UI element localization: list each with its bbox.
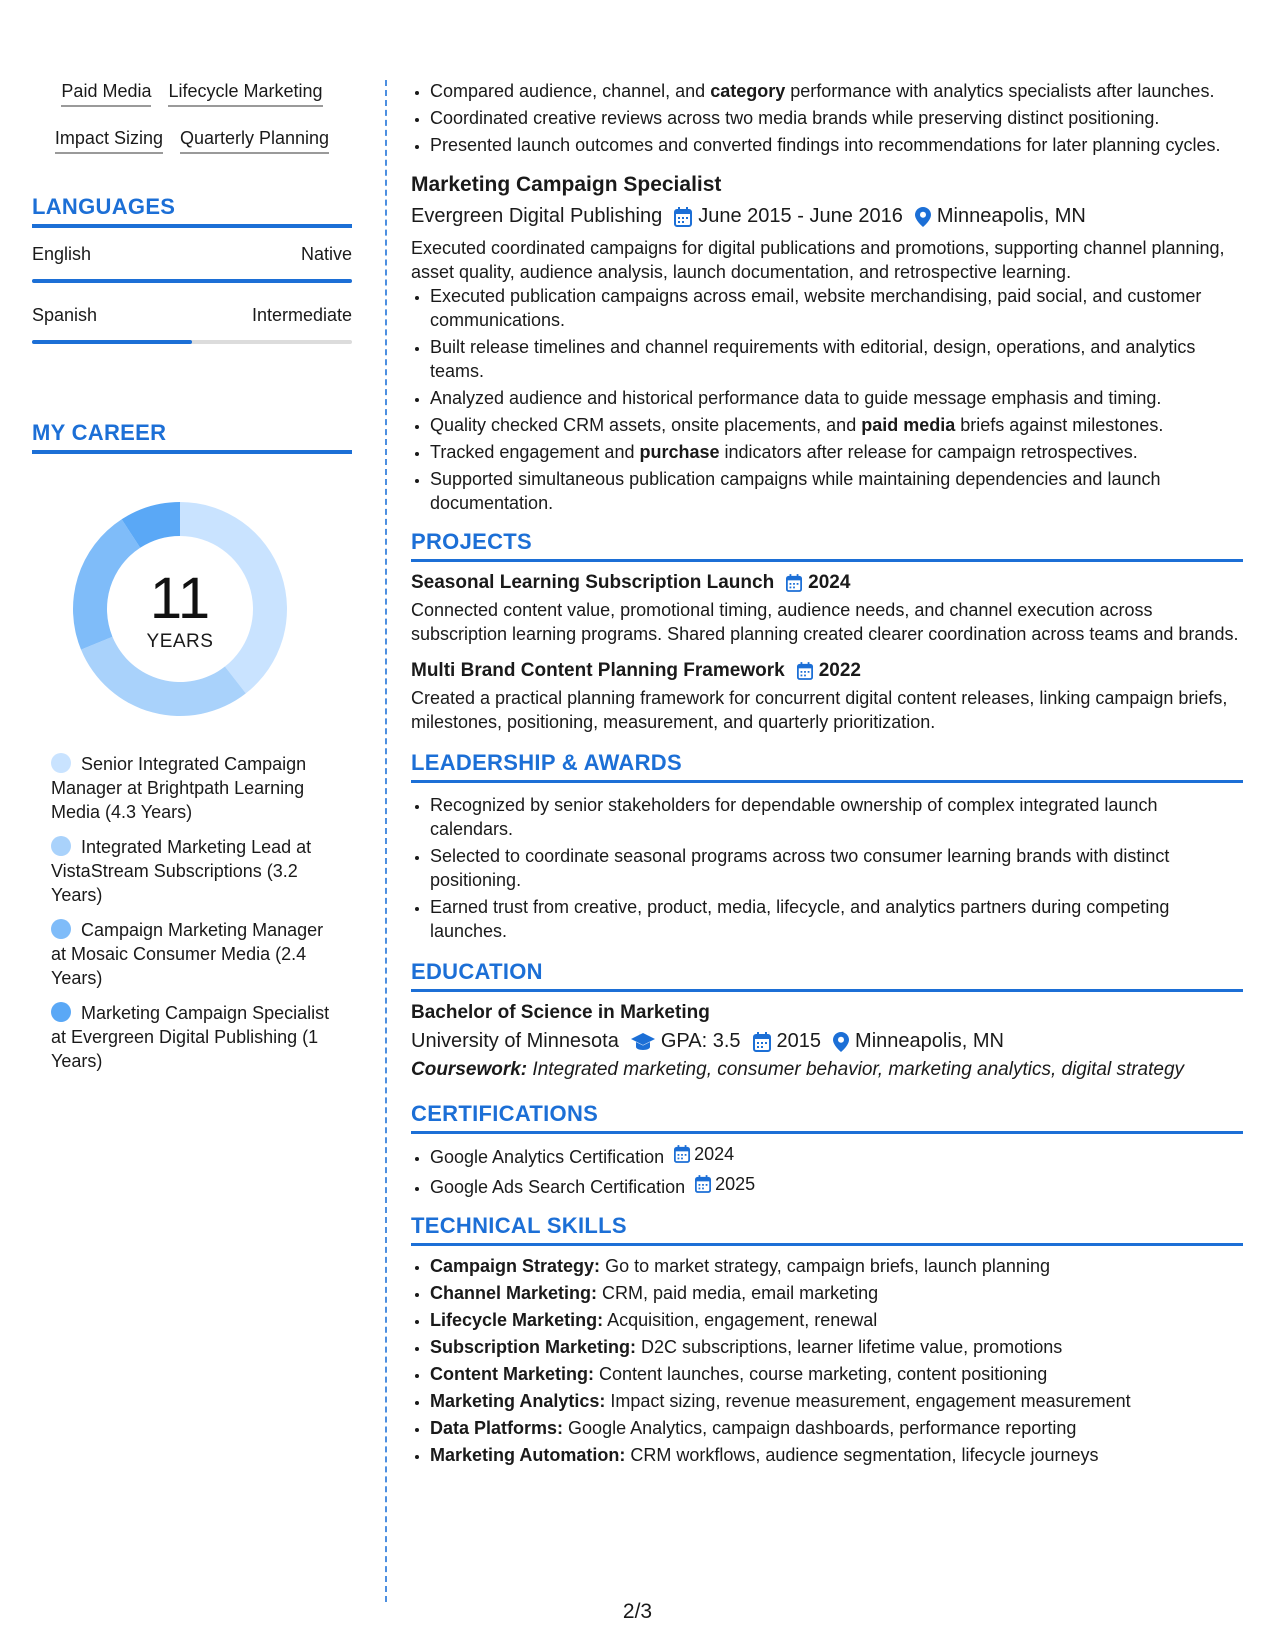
career-legend [51,752,331,1073]
donut-center [65,494,295,724]
skill-values: D2C subscriptions, learner lifetime value, promotions [641,1337,1063,1357]
skill-category: Campaign Strategy: [430,1256,601,1276]
school-name: University of Minnesota [411,1030,619,1052]
skill-values: CRM workflows, audience segmentation, lifecycle journeys [630,1445,1099,1465]
language-proficiency-fill [32,340,192,344]
previous-job-bullets [411,79,1243,157]
calendar-icon [674,207,692,227]
skill-category: Lifecycle Marketing: [430,1310,604,1330]
language-proficiency-bar [32,279,352,283]
bullet-text: Supported simultaneous publication campaigns while maintaining dependencies and launch documentation. [430,469,1161,513]
bullet-text: Tracked engagement and [430,442,640,462]
job-location: Minneapolis, MN [936,205,1086,227]
career-donut-chart [65,494,295,724]
skill-values: Impact sizing, revenue measurement, engagement measurement [610,1391,1131,1411]
leadership-item: • Selected to coordinate seasonal programs across two consumer learning brands with distinct positioning. [430,844,1243,892]
project-name: Multi Brand Content Planning Framework [411,660,785,681]
column-divider [385,80,387,1602]
language-name: English [32,244,92,264]
leadership-bullets [411,793,1243,943]
coursework-text: Integrated marketing, consumer behavior, marketing analytics, digital strategy [532,1059,1185,1080]
graduation-cap-icon [631,1033,655,1051]
bullet-emphasis: paid media [861,415,956,435]
bullet-text: indicators after release for campaign retrospectives. [719,442,1138,462]
bullet-item [430,106,1243,130]
location-pin-icon [833,1032,849,1052]
career-legend-item [51,752,331,824]
bullet-item [430,467,1243,515]
bullet-item [430,133,1243,157]
legend-dot [51,919,71,939]
certification-item [430,1172,1243,1199]
project-item [411,572,1243,646]
legend-label: Campaign Marketing Manager at Mosaic Consumer Media (2.4 Years) [51,920,324,988]
education-location: Minneapolis, MN [855,1030,1004,1052]
leadership-item: • Earned trust from creative, product, media, lifecycle, and analytics partners during competing launches. [430,895,1243,943]
technical-skill-item [430,1389,1243,1413]
education-heading: EDUCATION [411,959,1243,992]
career-legend-item [51,835,331,907]
language-item [32,305,352,344]
education-meta [411,1030,1243,1053]
legend-label: Integrated Marketing Lead at VistaStream Subscriptions (3.2 Years) [51,837,312,905]
career-heading: MY CAREER [32,420,352,454]
certifications-list [411,1142,1243,1199]
skill-tag: Quarterly Planning [180,127,329,154]
leadership-heading: LEADERSHIP & AWARDS [411,750,1243,783]
legend-label: Senior Integrated Campaign Manager at Brightpath Learning Media (4.3 Years) [51,754,307,822]
technical-skill-item [430,1416,1243,1440]
technical-skill-item [430,1362,1243,1386]
language-level: Native [300,244,352,264]
skill-tags [32,80,352,154]
career-legend-item [51,1001,331,1073]
skill-category: Marketing Analytics: [430,1391,606,1411]
bullet-text: Coordinated creative reviews across two media brands while preserving distinct positioning. [430,108,1160,128]
project-title [411,660,1243,682]
project-year: 2022 [818,660,861,681]
languages-heading: LANGUAGES [32,194,352,228]
skill-values: Acquisition, engagement, renewal [607,1310,878,1330]
calendar-icon [786,574,802,592]
job-bullets [411,284,1243,515]
technical-skill-item [430,1281,1243,1305]
skill-tag: Paid Media [61,80,151,107]
project-description: Created a practical planning framework for concurrent digital content releases, linking campaign briefs, milestones, positioning, measurement, and quarterly prioritization. [411,688,1228,732]
language-name: Spanish [32,305,98,325]
career-total-years: 11 [149,566,211,631]
bullet-emphasis: purchase [639,442,720,462]
certification-name: Google Ads Search Certification [430,1177,686,1197]
projects-list [411,572,1243,734]
bullet-text: performance with analytics specialists after launches. [785,81,1215,101]
technical-skill-item [430,1254,1243,1278]
education-degree [411,1002,1243,1024]
calendar-icon [674,1145,690,1163]
technical-skill-item [430,1443,1243,1467]
bullet-item [430,386,1243,410]
technical-skill-item [430,1335,1243,1359]
bullet-item [430,335,1243,383]
technical-skills-heading: TECHNICAL SKILLS [411,1213,1243,1246]
right-column [411,80,1243,1470]
certification-name: Google Analytics Certification [430,1147,665,1167]
certification-year: 2024 [694,1144,735,1164]
project-description: Connected content value, promotional timing, audience needs, and channel execution across subscription learning programs. Shared planning created clearer coordination across teams and brands. [411,600,1239,644]
language-item [32,244,352,283]
bullet-text: Presented launch outcomes and converted findings into recommendations for later planning cycles. [430,135,1221,155]
page-number: 2/3 [622,1600,653,1623]
technical-skills-list [411,1254,1243,1467]
language-proficiency-fill [32,279,352,283]
projects-heading: PROJECTS [411,529,1243,562]
bullet-text: Analyzed audience and historical performance data to guide message emphasis and timing. [430,388,1162,408]
calendar-icon [753,1032,771,1052]
graduation-year: 2015 [776,1030,822,1052]
skill-tag: Impact Sizing [55,127,163,154]
legend-dot [51,753,71,773]
skill-category: Content Marketing: [430,1364,594,1384]
project-name: Seasonal Learning Subscription Launch [411,572,775,593]
certification-date [674,1142,734,1166]
project-year: 2024 [808,572,851,593]
job-summary: Executed coordinated campaigns for digital publications and promotions, supporting channel planning, asset quality, audience analysis, launch documentation, and retrospective learning. [411,238,1225,282]
bullet-item [430,79,1243,103]
calendar-icon [797,662,813,680]
languages-section [32,194,352,344]
leadership-item: • Recognized by senior stakeholders for dependable ownership of complex integrated launch calendars. [430,793,1243,841]
skill-values: Google Analytics, campaign dashboards, performance reporting [568,1418,1077,1438]
certification-item [430,1142,1243,1169]
job-dates: June 2015 - June 2016 [698,205,903,227]
job-meta [411,205,1243,228]
career-section [32,420,352,1073]
skill-category: Marketing Automation: [430,1445,626,1465]
gpa: GPA: 3.5 [660,1030,741,1052]
skill-values: CRM, paid media, email marketing [602,1283,879,1303]
legend-label: Marketing Campaign Specialist at Evergreen Digital Publishing (1 Years) [51,1003,330,1071]
language-level: Intermediate [251,305,352,325]
certifications-heading: CERTIFICATIONS [411,1101,1243,1134]
legend-dot [51,1002,71,1022]
technical-skill-item [430,1308,1243,1332]
skill-values: Content launches, course marketing, content positioning [599,1364,1048,1384]
bullet-emphasis: category [710,81,786,101]
job-title: Marketing Campaign Specialist [411,173,722,196]
skill-tag: Lifecycle Marketing [168,80,322,107]
job-company: Evergreen Digital Publishing [411,205,663,227]
skill-category: Channel Marketing: [430,1283,598,1303]
project-title [411,572,1243,594]
legend-dot [51,836,71,856]
coursework-label: Coursework: [411,1059,528,1080]
bullet-text: Built release timelines and channel requirements with editorial, design, operations, and analytics teams. [430,337,1196,381]
bullet-item [430,413,1243,437]
bullet-text: briefs against milestones. [955,415,1164,435]
calendar-icon [695,1175,711,1193]
coursework [411,1059,1243,1081]
skill-category: Subscription Marketing: [430,1337,637,1357]
project-item [411,660,1243,734]
degree-text: Bachelor of Science in Marketing [411,1002,710,1023]
bullet-item [430,440,1243,464]
left-column [32,80,352,1084]
career-legend-item [51,918,331,990]
bullet-item [430,284,1243,332]
bullet-text: Executed publication campaigns across email, website merchandising, paid social, and customer communications. [430,286,1202,330]
skill-values: Go to market strategy, campaign briefs, launch planning [605,1256,1050,1276]
certification-date [695,1172,755,1196]
bullet-text: Quality checked CRM assets, onsite placements, and [430,415,862,435]
language-proficiency-bar [32,340,352,344]
skill-category: Data Platforms: [430,1418,564,1438]
certification-year: 2025 [715,1174,756,1194]
career-total-label: YEARS [146,631,214,652]
bullet-text: Compared audience, channel, and [430,81,711,101]
location-pin-icon [915,207,931,227]
